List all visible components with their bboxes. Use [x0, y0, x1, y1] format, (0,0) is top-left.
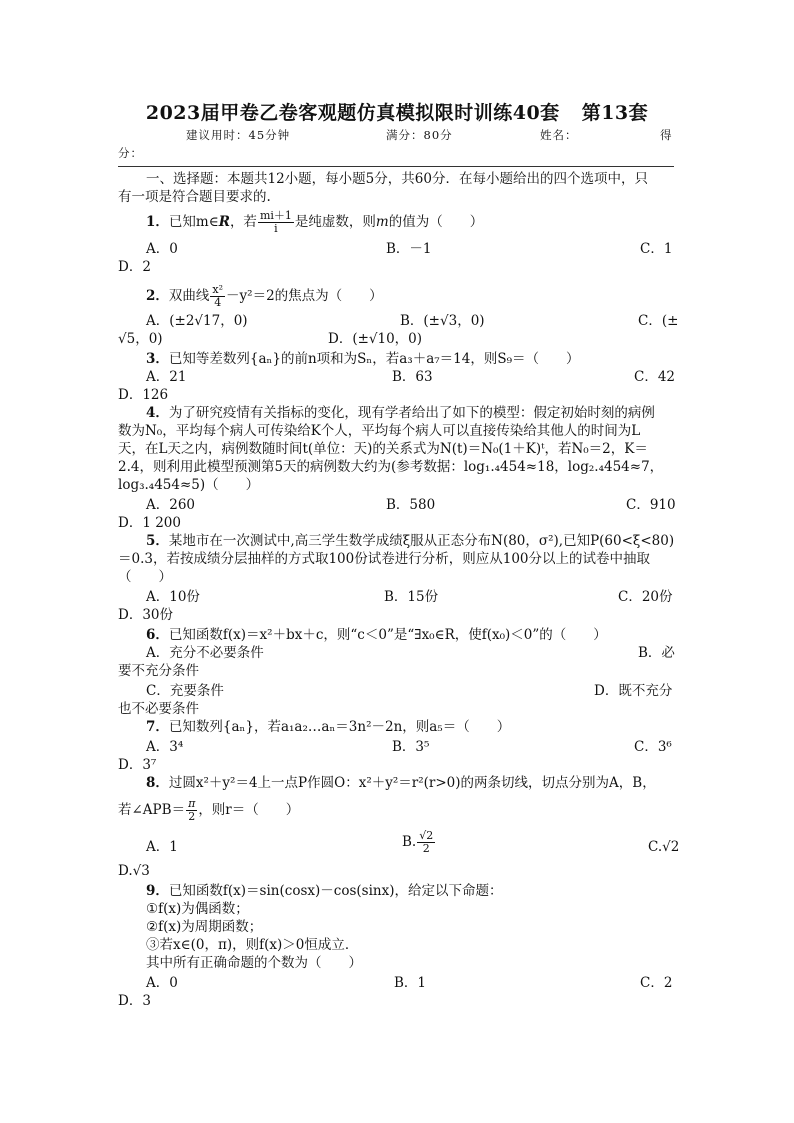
q6-option-b-cont: 要不充分条件	[118, 663, 199, 679]
section-intro-1: 一、选择题：本题共12小题，每小题5分，共60分．在每小题给出的四个选项中，只	[146, 171, 648, 187]
question-6	[118, 626, 702, 644]
question-4-line-5: log₃.₄454≈5)（ ）	[118, 477, 260, 493]
set-number: 第13套	[581, 102, 649, 124]
q8-frac-den: 2	[188, 810, 196, 823]
q8-option-a[interactable]: A．1	[146, 839, 178, 855]
q8-text-2a: 若∠APB＝	[118, 802, 186, 818]
q1-number: 1．	[146, 214, 169, 230]
q2-option-c[interactable]: C．(±	[638, 313, 679, 329]
section-intro-2: 有一项是符合题目要求的.	[118, 189, 271, 205]
name-label: 姓名：	[540, 128, 578, 142]
q8-option-b-label: B.	[402, 834, 417, 850]
q6-option-b[interactable]: B．必	[638, 645, 675, 661]
q3-option-c[interactable]: C．42	[634, 369, 676, 385]
q3-text: 已知等差数列{aₙ}的前n项和为Sₙ，若a₃＋a₇＝14，则S₉＝（ ）	[168, 351, 580, 367]
score-field-label-2: 分：	[118, 146, 143, 160]
q8-number: 8．	[146, 775, 169, 791]
q3-option-a[interactable]: A．21	[146, 369, 187, 385]
q1-option-a[interactable]: A．0	[146, 241, 178, 257]
q2-text-b: －y²＝2的焦点为（ ）	[226, 288, 383, 304]
question-8-line-1	[118, 774, 702, 792]
q9-proposition-3: ③若x∈(0，π)，则f(x)＞0恒成立．	[146, 937, 359, 953]
q1-fraction	[258, 210, 294, 235]
title-text: 2023届甲卷乙卷客观题仿真模拟限时训练40套	[145, 102, 560, 124]
q7-option-a[interactable]: A．3⁴	[146, 739, 184, 755]
q9-question: 其中所有正确命题的个数为（ ）	[146, 955, 362, 971]
q4-number: 4．	[146, 405, 169, 421]
score-label: 满分：80分	[386, 128, 453, 142]
q9-number: 9．	[146, 883, 169, 899]
question-4-line-2: 数为N₀，平均每个病人可传染给K个人，平均每个病人可以直接传染给其他人的时间为L	[118, 423, 641, 439]
q7-option-d[interactable]: D．3⁷	[118, 757, 157, 773]
question-5-line-1	[118, 532, 702, 550]
q2-option-a[interactable]: A．(±2√17，0)	[146, 313, 248, 329]
q6-number: 6．	[146, 627, 169, 643]
q8-text-1: 过圆x²＋y²＝4上一点P作圆O：x²＋y²＝r²(r>0)的两条切线，切点分别为A，B，	[168, 775, 656, 791]
q1-text-c: 是纯虚数，则	[294, 214, 376, 230]
question-8-line-2	[118, 798, 674, 823]
q9-text-1: 已知函数f(x)＝sin(cosx)－cos(sinx)，给定以下命题：	[168, 883, 503, 899]
q5-text-1: 某地市在一次测试中,高三学生数学成绩ξ服从正态分布N(80，σ²),已知P(60<ξ<80)	[168, 533, 675, 549]
header-divider	[118, 166, 674, 167]
q6-option-d-cont: 也不必要条件	[118, 701, 199, 717]
q1-option-c[interactable]: C．1	[640, 241, 673, 257]
q8-fraction	[186, 798, 197, 823]
q8-option-b-fraction	[417, 830, 435, 855]
q4-option-d[interactable]: D．1 200	[118, 515, 181, 531]
q2-fraction	[210, 284, 225, 309]
q5-option-a[interactable]: A．10份	[146, 589, 200, 605]
q1-option-b[interactable]: B．－1	[386, 241, 432, 257]
time-label: 建议用时：45分钟	[186, 128, 291, 142]
q7-number: 7．	[146, 719, 169, 735]
q4-option-b[interactable]: B．580	[386, 497, 436, 513]
q2-frac-num: x²	[212, 283, 224, 296]
q5-option-b[interactable]: B．15份	[384, 589, 439, 605]
q2-frac-den: 4	[214, 296, 222, 309]
question-2	[118, 284, 702, 309]
q6-option-c[interactable]: C．充要条件	[146, 683, 224, 699]
question-7	[118, 718, 702, 736]
q4-text-1: 为了研究疫情有关指标的变化，现有学者给出了如下的模型：假定初始时刻的病例	[168, 405, 655, 421]
q2-option-d[interactable]: D．(±√10，0)	[328, 331, 423, 347]
q1-var-m: m	[375, 214, 389, 230]
q2-option-b[interactable]: B．(±√3，0)	[400, 313, 485, 329]
q1-text-d: 的值为（ ）	[388, 214, 484, 230]
q8-option-d[interactable]: D.√3	[118, 863, 150, 879]
question-3	[118, 350, 702, 368]
q8-option-c[interactable]: C.√2	[648, 839, 680, 855]
q3-option-b[interactable]: B．63	[392, 369, 433, 385]
q2-option-c-cont: √5，0)	[118, 331, 163, 347]
q8-text-2b: ，则r＝（ ）	[198, 802, 300, 818]
score-field-label: 得	[660, 128, 673, 142]
q8-b-num: √2	[419, 829, 434, 842]
q9-option-c[interactable]: C．2	[640, 975, 673, 991]
q7-option-b[interactable]: B．3⁵	[392, 739, 430, 755]
page-title	[0, 98, 794, 125]
q7-text: 已知数列{aₙ}，若a₁a₂…aₙ＝3n²－2n，则a₅＝（ ）	[168, 719, 511, 735]
q6-text: 已知函数f(x)＝x²＋bx＋c，则“c＜0”是“∃x₀∈R，使f(x₀)＜0”的（ ）	[168, 627, 607, 643]
q9-option-a[interactable]: A．0	[146, 975, 178, 991]
q1-text-b: ，若	[229, 214, 257, 230]
q7-option-c[interactable]: C．3⁶	[634, 739, 672, 755]
question-1	[118, 210, 702, 235]
q9-proposition-1: ①f(x)为偶函数；	[146, 901, 249, 917]
q9-option-d[interactable]: D．3	[118, 993, 151, 1009]
question-4-line-1	[118, 404, 702, 422]
q2-number: 2．	[146, 288, 169, 304]
q5-number: 5．	[146, 533, 169, 549]
q5-option-d[interactable]: D．30份	[118, 607, 174, 623]
q4-option-a[interactable]: A．260	[146, 497, 196, 513]
question-5-line-3: （ ）	[118, 569, 172, 585]
q1-frac-num: mi＋1	[259, 209, 292, 222]
q9-proposition-2: ②f(x)为周期函数；	[146, 919, 263, 935]
q1-set-r: R	[218, 214, 230, 230]
q1-frac-den: i	[274, 222, 278, 235]
q4-option-c[interactable]: C．910	[626, 497, 676, 513]
q5-option-c[interactable]: C．20份	[618, 589, 673, 605]
question-4-line-3: 天，在L天之内，病例数随时间t(单位：天)的关系式为N(t)＝N₀(1＋K)ᵗ，若N₀＝2，K＝	[118, 441, 648, 457]
q8-b-den: 2	[422, 842, 430, 855]
question-4-line-4: 2.4，则利用此模型预测第5天的病例数大约为(参考数据：log₁.₄454≈18，log₂.₄454≈7，	[118, 459, 664, 475]
q9-option-b[interactable]: B．1	[394, 975, 427, 991]
q3-option-d[interactable]: D．126	[118, 387, 169, 403]
q6-option-d[interactable]: D．既不充分	[594, 683, 673, 699]
q8-option-b[interactable]	[402, 830, 436, 855]
q8-frac-num: π	[188, 797, 196, 810]
q6-option-a[interactable]: A．充分不必要条件	[146, 645, 264, 661]
question-5-line-2: ＝0.3，若按成绩分层抽样的方式取100份试卷进行分析，则应从100分以上的试卷中抽取	[118, 551, 651, 567]
q1-option-d[interactable]: D．2	[118, 259, 151, 275]
question-9-line-1	[118, 882, 702, 900]
q3-number: 3．	[146, 351, 169, 367]
q2-text-a: 双曲线	[168, 288, 210, 304]
q1-text-a: 已知m∈	[168, 214, 219, 230]
